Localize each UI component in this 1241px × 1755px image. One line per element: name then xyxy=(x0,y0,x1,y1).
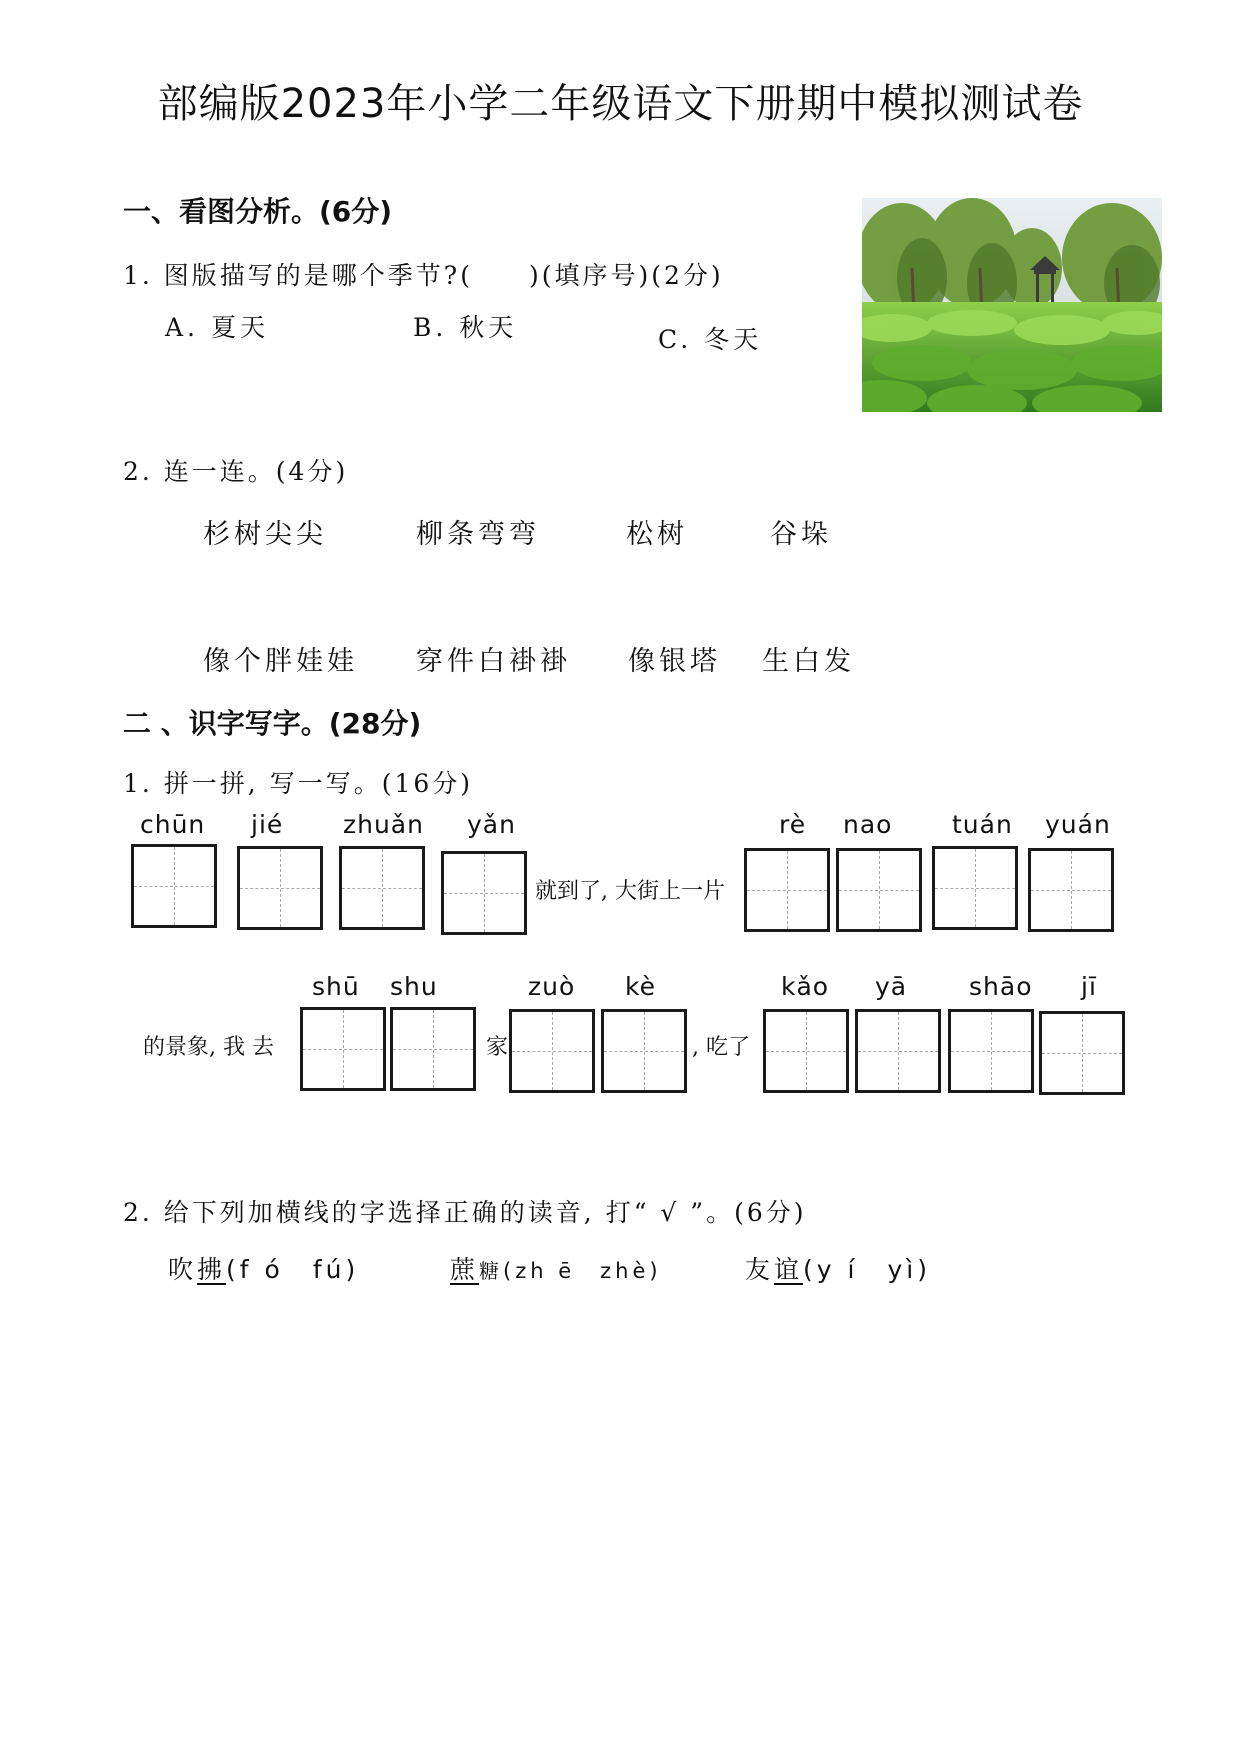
plain-char: 吹 xyxy=(168,1255,198,1284)
match-bottom-3: 像银塔 xyxy=(628,646,721,677)
writing-box[interactable] xyxy=(744,848,830,932)
writing-box[interactable] xyxy=(509,1009,595,1093)
pinyin: kè xyxy=(625,972,656,1001)
match-bottom-4: 生白发 xyxy=(762,646,855,677)
pinyin: zuò xyxy=(528,972,576,1001)
pinyin: rè xyxy=(779,810,807,839)
match-bottom-2: 穿件白褂褂 xyxy=(416,646,571,677)
underlined-char: 蔗 xyxy=(450,1255,480,1284)
writing-box[interactable] xyxy=(601,1009,687,1093)
page-title: 部编版2023年小学二年级语文下册期中模拟测试卷 xyxy=(157,81,1084,127)
reading-item-1 xyxy=(168,1250,359,1286)
pinyin: jī xyxy=(1081,972,1097,1001)
pinyin: yā xyxy=(875,972,908,1001)
match-top-4: 谷垛 xyxy=(770,519,832,550)
writing-box[interactable] xyxy=(131,844,217,928)
question-2-2: 2. 给下列加横线的字选择正确的读音, 打“ √ ”。(6分) xyxy=(123,1198,807,1227)
pinyin: yǎn xyxy=(467,810,516,839)
option-a: A. 夏天 xyxy=(165,313,269,342)
writing-box[interactable] xyxy=(300,1007,386,1091)
reading-item-2 xyxy=(450,1250,662,1286)
writing-box[interactable] xyxy=(836,848,922,932)
question-2-1: 1. 拼一拼, 写一写。(16分) xyxy=(123,769,474,798)
pinyin: tuán xyxy=(952,810,1013,839)
writing-box[interactable] xyxy=(441,851,527,935)
match-bottom-1: 像个胖娃娃 xyxy=(203,646,358,677)
option-b: B. 秋天 xyxy=(413,313,518,342)
reading-options[interactable]: (f ó fú) xyxy=(226,1255,360,1284)
section-2-heading: 二 、识字写字。(28分) xyxy=(123,707,422,740)
sentence-text: , 吃了 xyxy=(692,1035,750,1060)
pinyin: nao xyxy=(843,810,893,839)
pinyin: kǎo xyxy=(781,972,830,1001)
match-top-1: 杉树尖尖 xyxy=(203,519,327,550)
match-top-2: 柳条弯弯 xyxy=(416,519,540,550)
lotus-pond-photo xyxy=(862,198,1162,412)
option-c: C. 冬天 xyxy=(658,325,763,354)
sentence-text: 家 xyxy=(486,1035,509,1060)
underlined-char: 拂 xyxy=(197,1255,227,1284)
pinyin: shu xyxy=(390,972,438,1001)
writing-box[interactable] xyxy=(339,846,425,930)
section-1-heading: 一、看图分析。(6分) xyxy=(123,195,393,228)
plain-char: 友 xyxy=(745,1255,775,1284)
question-1-1: 1. 图版描写的是哪个季节?( )(填序号)(2分) xyxy=(123,261,724,290)
pinyin: jié xyxy=(251,810,284,839)
reading-item-3 xyxy=(745,1250,931,1286)
pinyin: shū xyxy=(312,972,360,1001)
pinyin: zhuǎn xyxy=(343,810,424,839)
pinyin: shāo xyxy=(969,972,1033,1001)
match-top-3: 松树 xyxy=(626,519,688,550)
writing-box[interactable] xyxy=(237,846,323,930)
writing-box[interactable] xyxy=(390,1007,476,1091)
writing-box[interactable] xyxy=(932,846,1018,930)
plain-char: 糖 xyxy=(479,1259,504,1283)
writing-box[interactable] xyxy=(948,1009,1034,1093)
pinyin: chūn xyxy=(140,810,206,839)
reading-options[interactable]: (zh ē zhè) xyxy=(503,1259,662,1283)
pinyin: yuán xyxy=(1045,810,1111,839)
writing-box[interactable] xyxy=(855,1009,941,1093)
underlined-char: 谊 xyxy=(774,1255,804,1284)
writing-box[interactable] xyxy=(1039,1011,1125,1095)
sentence-text: 就到了, 大街上一片 xyxy=(535,879,725,904)
writing-box[interactable] xyxy=(763,1009,849,1093)
sentence-text: 的景象, 我 去 xyxy=(143,1035,274,1060)
question-1-2: 2. 连一连。(4分) xyxy=(123,457,349,486)
reading-options[interactable]: (y í yì) xyxy=(803,1255,931,1284)
writing-box[interactable] xyxy=(1028,848,1114,932)
